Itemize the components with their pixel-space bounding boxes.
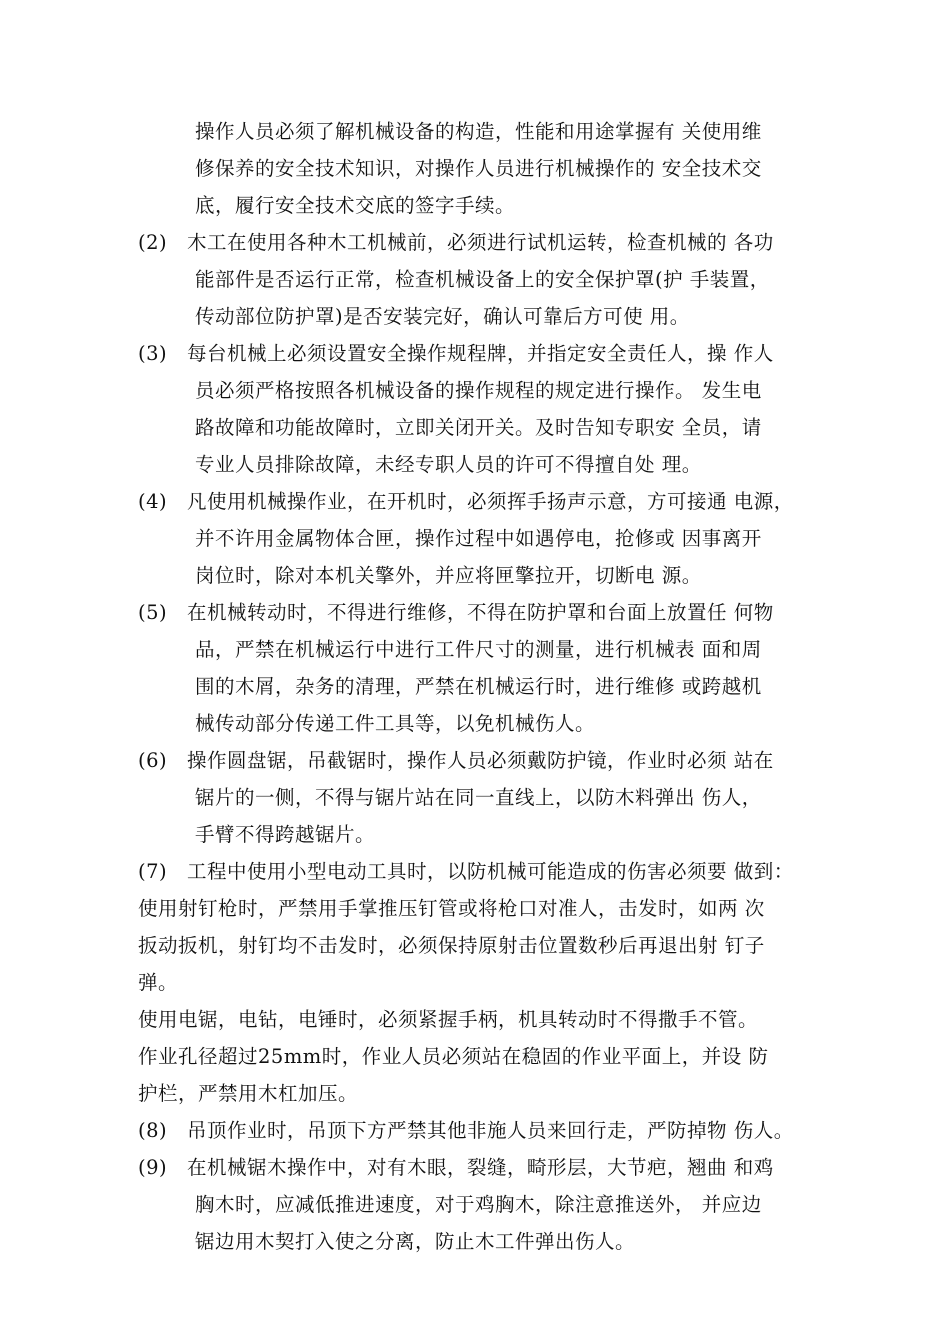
text-line: 锯片的一侧，不得与锯片站在同一直线上，以防木料弹出 伤人， [195,786,762,809]
text-line: 吊顶作业时，吊顶下方严禁其他非施人员来回行走，严防掉物 伤人。 [187,1119,794,1142]
list-item-7 [138,853,828,890]
text-line: 专业人员排除故障，未经专职人员的许可不得擅自处 理。 [195,453,702,476]
item-number: (5) [138,601,168,624]
text-line: 锯边用木契打入使之分离，防止木工件弹出伤人。 [195,1230,636,1253]
text-line: 木工在使用各种木工机械前，必须进行试机运转，检查机械的 各功 [187,231,774,254]
list-item-8 [138,1112,828,1149]
text-line: 岗位时，除对本机关擎外，并应将匣擎拉开，切断电 源。 [195,564,702,587]
item-number: (8) [138,1119,168,1142]
item-number: (6) [138,749,168,772]
list-item-9 [138,1149,828,1186]
text-line: 能部件是否运行正常，检查机械设备上的安全保护罩(护 手装置， [195,268,770,291]
text-line: 手臂不得跨越锯片。 [195,823,376,846]
text-line: 凡使用机械操作业，在开机时，必须挥手扬声示意，方可接通 电源， [187,490,794,513]
list-item-2 [138,224,828,261]
text-line: 围的木屑，杂务的清理，严禁在机械运行时，进行维修 或跨越机 [195,675,762,698]
text-line: 操作圆盘锯，吊截锯时，操作人员必须戴防护镜，作业时必须 站在 [187,749,774,772]
text-line: 使用电锯，电钻，电锤时，必须紧握手柄，机具转动时不得撒手不管。 [138,1008,759,1031]
text-line: 胸木时，应减低推进速度，对于鸡胸木，除注意推送外， 并应边 [195,1193,762,1216]
item-number: (2) [138,231,168,254]
list-item-6 [138,742,828,779]
text-line: 底，履行安全技术交底的签字手续。 [195,194,516,217]
document-body [138,113,828,1260]
text-line: 品，严禁在机械运行中进行工件尺寸的测量，进行机械表 面和周 [195,638,762,661]
text-line: 扳动扳机，射钉均不击发时，必须保持原射击位置数秒后再退出射 钉子 [138,934,765,957]
text-line: 工程中使用小型电动工具时，以防机械可能造成的伤害必须要 做到： [187,860,794,883]
text-line: 并不许用金属物体合匣，操作过程中如遇停电，抢修或 因事离开 [195,527,762,550]
list-item-3 [138,335,828,372]
text-line: 弹。 [138,971,179,994]
text-line: 作业孔径超过25mm时，作业人员必须站在稳固的作业平面上，并设 防 [138,1045,769,1068]
text-line: 员必须严格按照各机械设备的操作规程的规定进行操作。 发生电 [195,379,762,402]
text-line: 使用射钉枪时，严禁用手掌推压钉管或将枪口对准人，击发时，如两 次 [138,897,765,920]
text-line: 传动部位防护罩)是否安装完好，确认可靠后方可使 用。 [195,305,690,328]
item-number: (3) [138,342,168,365]
text-line: 路故障和功能故障时，立即关闭开关。及时告知专职安 全员，请 [195,416,762,439]
text-line: 在机械转动时，不得进行维修，不得在防护罩和台面上放置任 何物 [187,601,774,624]
text-line: 械传动部分传递工件工具等，以免机械伤人。 [195,712,596,735]
text-line: 护栏，严禁用木杠加压。 [138,1082,359,1105]
item-number: (7) [138,860,168,883]
item-number: (4) [138,490,168,513]
text-line: 修保养的安全技术知识，对操作人员进行机械操作的 安全技术交 [195,157,762,180]
text-line: 在机械锯木操作中，对有木眼，裂缝，畸形层，大节疤，翘曲 和鸡 [187,1156,774,1179]
item-number: (9) [138,1156,168,1179]
text-line: 每台机械上必须设置安全操作规程牌，并指定安全责任人，操 作人 [187,342,774,365]
text-line: 操作人员必须了解机械设备的构造，性能和用途掌握有 关使用维 [195,120,762,143]
list-item-5 [138,594,828,631]
list-item-4 [138,483,828,520]
